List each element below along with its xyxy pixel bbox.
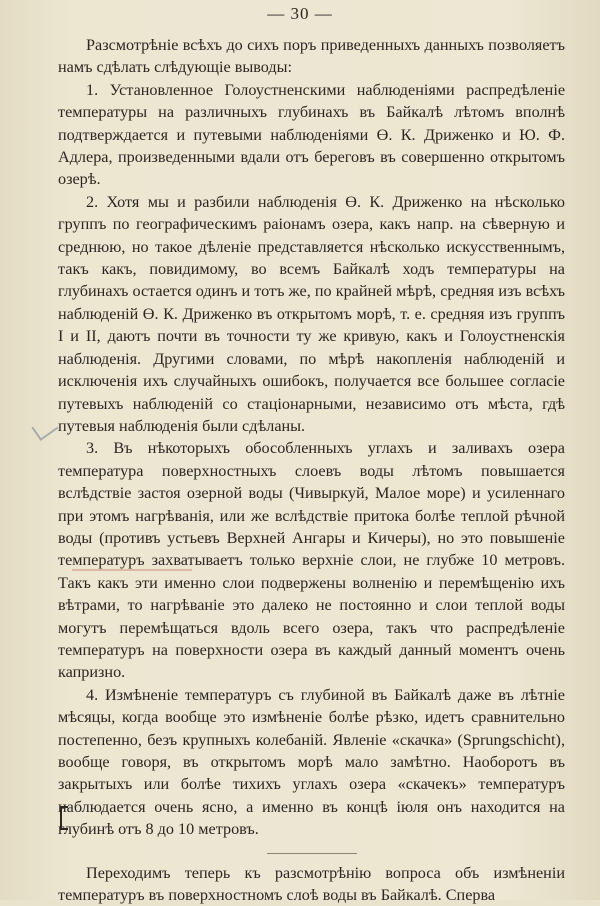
conclusion-1-paragraph: 1. Установленное Голоустненскими наблюденіями распредѣленіе температуры на различныхъ глубинахъ въ Байкалѣ лѣтомъ вполнѣ подтверждается и путевыми наблюденіями Ө. К. Дриженко и Ю. Ф. Адлера, произведенными вдали отъ береговъ въ совершенно открытомъ озерѣ. (58, 80, 565, 189)
page-body (58, 34, 565, 906)
pencil-margin-mark (31, 415, 58, 441)
conclusion-4-paragraph: 4. Измѣненіе температуръ съ глубиной въ Байкалѣ даже въ лѣтніе мѣсяцы, когда вообще это измѣненіе болѣе рѣзко, идетъ сравнительно постепенно, безъ крупныхъ колебаній. Явленіе «скачка» (Sprungschicht), вообще говоря, въ открытомъ морѣ мало замѣтно. Наоборотъ въ закрытыхъ или болѣе тихихъ углахъ озера «скачекъ» температуръ наблюдается очень ясно, а именно въ концѣ іюля онъ находится на глубинѣ отъ 8 до 10 метровъ. (58, 685, 565, 839)
next-section-paragraph: Переходимъ теперь къ разсмотрѣнію вопроса объ измѣненіи температуръ въ поверхностномъ слоѣ воды въ Байкалѣ. Сперва (58, 863, 565, 905)
intro-paragraph: Разсмотрѣніе всѣхъ до сихъ поръ приведенныхъ данныхъ позволяетъ намъ сдѣлать слѣдующіе выводы: (58, 36, 565, 77)
page-number: — 30 — (267, 4, 333, 23)
conclusion-2-paragraph: 2. Хотя мы и разбили наблюденія Ө. К. Дриженко на нѣсколько группъ по географическимъ раіонамъ озера, какъ напр. на сѣверную и среднюю, но такое дѣленіе представляется нѣсколько искусственнымъ, такъ какъ, повидимому, во всемъ Байкалѣ ходъ температуры на глубинахъ остается одинъ и тотъ же, по крайней мѣрѣ, средняя изъ всѣхъ наблюденій Ө. К. Дриженко въ открытомъ морѣ, т. е. средняя изъ группъ I и II, даютъ почти въ точности ту же кривую, какъ и Голоустненскія наблюденія. Другими словами, по мѣрѣ накопленія наблюденій и исключенія ихъ случайныхъ ошибокъ, получается все большее согласіе путевыхъ наблюденій со стаціонарными, независимо отъ мѣста, гдѣ путевыя наблюденія были сдѣланы. (58, 192, 565, 435)
conclusion-3-paragraph: 3. Въ нѣкоторыхъ обособленныхъ углахъ и заливахъ озера температура поверхностныхъ слоевъ воды лѣтомъ повышается вслѣдствіе застоя озерной воды (Чивыркуй, Малое море) и усиленнаго при этомъ нагрѣванія, или же вслѣдствіе притока болѣе теплой рѣчной воды (противъ устьевъ Верхней Ангары и Кичеры), но это повышеніе температуръ захватываетъ только верхніе слои, не глубже 10 метровъ. Такъ какъ эти именно слои подвержены волненію и перемѣщенію ихъ вѣтрами, то нагрѣваніе это далеко не постоянно и слои теплой воды могутъ перемѣщаться вдоль всего озера, такъ что распредѣленіе температуръ на поверхности озера въ каждый данный моментъ очень капризно. (58, 439, 565, 682)
section-divider (267, 853, 357, 854)
